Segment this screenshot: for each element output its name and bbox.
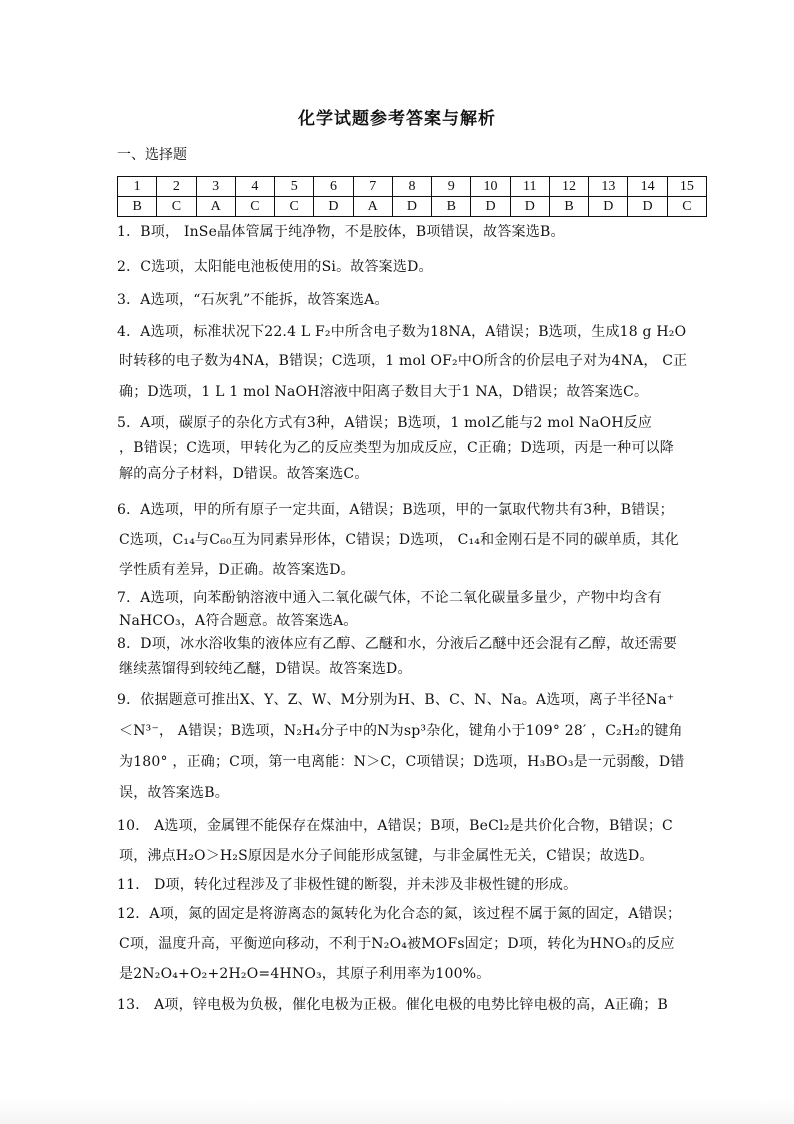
- explanation-line: 3．A选项，“石灰乳”不能拆，故答案选A。: [117, 292, 389, 308]
- answer-cell: C: [667, 197, 706, 217]
- explanation-line: 项，沸点H₂O＞H₂S原因是水分子间能形成氢键，与非金属性无关，C错误；故选D。: [119, 848, 654, 864]
- question-number-cell: 11: [510, 177, 549, 197]
- answer-cell: D: [314, 197, 353, 217]
- question-number-cell: 9: [432, 177, 471, 197]
- section-heading: 一、选择题: [117, 147, 187, 163]
- question-number-cell: 14: [628, 177, 667, 197]
- question-number-cell: 6: [314, 177, 353, 197]
- answer-table: [117, 176, 707, 217]
- explanation-line: 7．A选项，向苯酚钠溶液中通入二氧化碳气体，不论二氧化碳量多量少，产物中均含有: [117, 590, 662, 606]
- page-title: 化学试题参考答案与解析: [298, 109, 496, 129]
- explanation-line: 9．依据题意可推出X、Y、Z、W、M分别为H、B、C、N、Na。A选项，离子半径Na⁺: [117, 692, 675, 708]
- explanation-line: 解的高分子材料，D错误。故答案选C。: [119, 466, 369, 482]
- question-number-cell: 3: [196, 177, 235, 197]
- question-number-cell: 10: [471, 177, 510, 197]
- explanation-line: 6．A选项，甲的所有原子一定共面，A错误；B选项，甲的一氯取代物共有3种，B错误；: [117, 502, 674, 518]
- explanation-line: 2．C选项，太阳能电池板使用的Si。故答案选D。: [117, 259, 433, 275]
- page-bottom-edge: [0, 1100, 794, 1124]
- explanation-line: 13． A项，锌电极为负极，催化电极为正极。催化电极的电势比锌电极的高，A正确；B: [117, 997, 668, 1013]
- explanation-line: 11． D项，转化过程涉及了非极性键的断裂，并未涉及非极性键的形成。: [117, 877, 578, 893]
- explanation-line: 继续蒸馏得到较纯乙醚，D错误。故答案选D。: [119, 661, 412, 677]
- question-number-cell: 2: [157, 177, 196, 197]
- answer-cell: C: [157, 197, 196, 217]
- question-number-cell: 4: [235, 177, 274, 197]
- answer-cell: A: [353, 197, 392, 217]
- explanation-line: ，B错误；C选项，甲转化为乙的反应类型为加成反应，C正确；D选项，丙是一种可以降: [119, 440, 674, 456]
- explanation-line: C选项，C₁₄与C₆₀互为同素异形体，C错误；D选项， C₁₄和金刚石是不同的碳单质，其化: [119, 532, 679, 548]
- answer-cell: D: [628, 197, 667, 217]
- explanation-line: 10． A选项，金属锂不能保存在煤油中，A错误；B项，BeCl₂是共价化合物，B错误；C: [117, 818, 673, 834]
- answer-cell: D: [589, 197, 628, 217]
- explanation-line: 确；D选项，1 L 1 mol NaOH溶液中阳离子数目大于1 NA，D错误；故答案选C。: [119, 384, 649, 400]
- question-number-cell: 13: [589, 177, 628, 197]
- question-number-cell: 1: [118, 177, 157, 197]
- answer-cell: C: [275, 197, 314, 217]
- explanation-line: 5．A项，碳原子的杂化方式有3种，A错误；B选项，1 mol乙能与2 mol NaOH反应: [117, 415, 653, 431]
- explanation-line: ＜N³⁻， A错误；B选项，N₂H₄分子中的N为sp³杂化，键角小于109° 28′ ，C₂H₂的键角: [119, 723, 683, 739]
- explanation-line: 1．B项， InSe晶体管属于纯净物，不是胶体，B项错误，故答案选B。: [117, 224, 565, 240]
- explanation-line: 是2N₂O₄+O₂+2H₂O=4HNO₃，其原子利用率为100%。: [119, 966, 491, 982]
- answer-cell: A: [196, 197, 235, 217]
- explanation-line: 为180° ，正确；C项，第一电离能：N＞C，C项错误；D选项，H₃BO₃是一元弱酸，D错: [119, 754, 685, 770]
- answer-cell: D: [510, 197, 549, 217]
- question-number-cell: 5: [275, 177, 314, 197]
- answer-cell: B: [118, 197, 157, 217]
- question-number-cell: 15: [667, 177, 706, 197]
- answer-table-answer-row: [118, 197, 707, 217]
- explanation-line: C项，温度升高，平衡逆向移动，不利于N₂O₄被MOFs固定；D项，转化为HNO₃的反应: [119, 936, 675, 952]
- question-number-cell: 12: [549, 177, 588, 197]
- explanation-line: NaHCO₃，A符合题意。故答案选A。: [119, 613, 358, 629]
- explanation-line: 12．A项，氮的固定是将游离态的氮转化为化合态的氮，该过程不属于氮的固定，A错误；: [117, 906, 682, 922]
- answer-cell: D: [392, 197, 431, 217]
- explanation-line: 误，故答案选B。: [119, 785, 229, 801]
- answer-cell: B: [432, 197, 471, 217]
- explanation-line: 4．A选项，标准状况下22.4 L F₂中所含电子数为18NA，A错误；B选项，生成18 g H₂O: [117, 324, 687, 340]
- question-number-cell: 8: [392, 177, 431, 197]
- explanation-line: 时转移的电子数为4NA，B错误；C选项，1 mol OF₂中O所含的价层电子对为4NA， C正: [119, 353, 688, 369]
- answer-cell: C: [235, 197, 274, 217]
- answer-table-number-row: [118, 177, 707, 197]
- explanation-line: 学性质有差异，D正确。故答案选D。: [119, 562, 355, 578]
- answer-cell: B: [549, 197, 588, 217]
- question-number-cell: 7: [353, 177, 392, 197]
- answer-cell: D: [471, 197, 510, 217]
- explanation-line: 8．D项，冰水浴收集的液体应有乙醇、乙醚和水，分液后乙醚中还会混有乙醇，故还需要: [117, 636, 678, 652]
